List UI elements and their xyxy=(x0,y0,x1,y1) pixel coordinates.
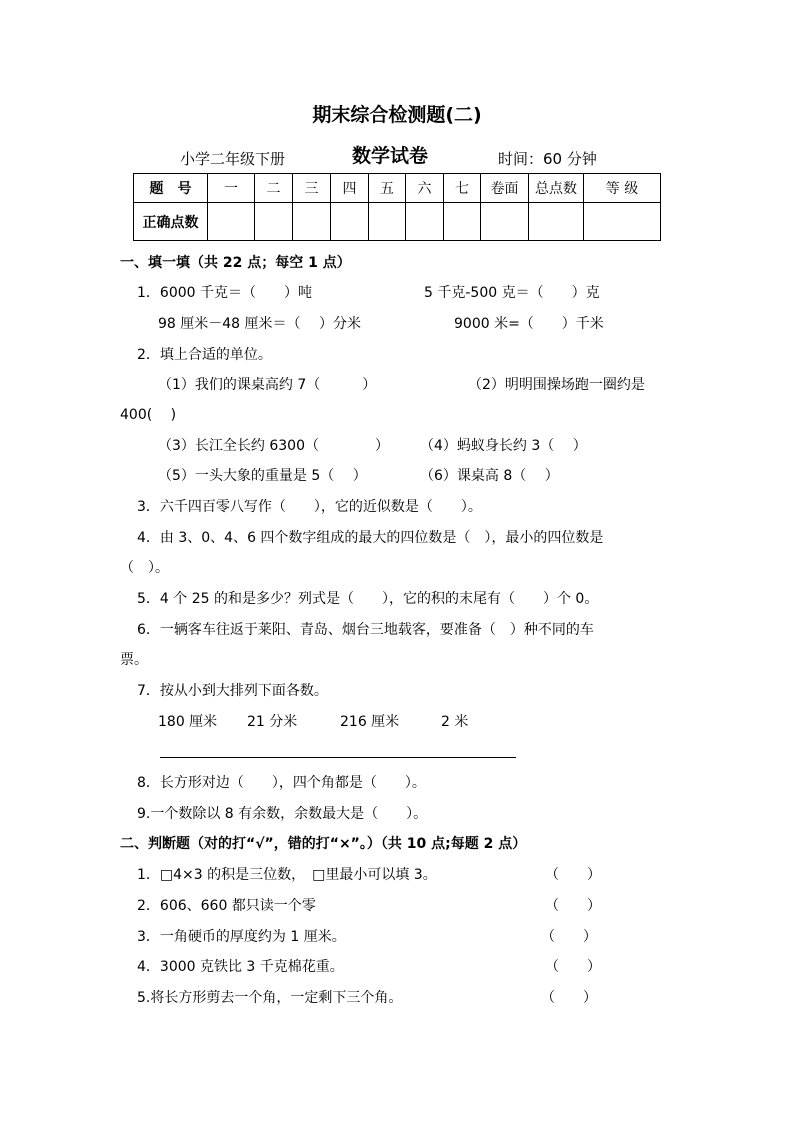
score-cell[interactable] xyxy=(529,203,584,241)
question-2-2: （2）明明围操场跑一圈约是 xyxy=(468,377,645,393)
question-4-cont: （ ）。 xyxy=(120,560,169,576)
question-3: 3．六千四百零八写作（ ），它的近似数是（ ）。 xyxy=(137,499,482,515)
question-7: 7．按从小到大排列下面各数。 xyxy=(137,683,328,699)
question-2: 2．填上合适的单位。 xyxy=(137,347,272,363)
question-9: 9.一个数除以 8 有余数，余数最大是（ ）。 xyxy=(137,806,428,822)
q7-item: 216 厘米 xyxy=(340,714,400,730)
header-cell: 六 xyxy=(406,174,444,203)
subject-label: 数学试卷 xyxy=(352,145,429,167)
question-1c: 98 厘米－48 厘米＝（ ）分米 xyxy=(158,316,361,332)
question-6: 6．一辆客车往返于莱阳、青岛、烟台三地载客，要准备（ ）种不同的车 xyxy=(137,622,594,638)
question-1a: 1．6000 千克＝（ ）吨 xyxy=(137,285,312,301)
question-2-3: （3）长江全长约 6300（ ） xyxy=(158,438,389,454)
header-cell: 卷面 xyxy=(481,174,529,203)
header-cell: 五 xyxy=(369,174,406,203)
header-cell: 等 级 xyxy=(584,174,661,203)
row-label: 正确点数 xyxy=(134,203,208,241)
header-cell: 题 号 xyxy=(134,174,208,203)
question-1d: 9000 米=（ ）千米 xyxy=(454,316,604,332)
score-cell[interactable] xyxy=(481,203,529,241)
question-4: 4．由 3、0、4、6 四个数字组成的最大的四位数是（ ），最小的四位数是 xyxy=(137,530,604,546)
judge-answer-bracket[interactable]: （ ） xyxy=(541,929,597,945)
judge-answer-bracket[interactable]: （ ） xyxy=(545,898,601,914)
score-cell[interactable] xyxy=(584,203,661,241)
score-table-score-row xyxy=(134,203,661,241)
question-2-2-cont: 400( ) xyxy=(120,407,177,423)
judge-answer-bracket[interactable]: （ ） xyxy=(545,959,601,975)
score-cell[interactable] xyxy=(406,203,444,241)
question-5: 5．4 个 25 的和是多少？列式是（ ），它的积的末尾有（ ）个 0。 xyxy=(137,591,599,607)
question-2-6: （6）课桌高 8（ ） xyxy=(420,468,559,484)
header-cell: 三 xyxy=(293,174,331,203)
score-cell[interactable] xyxy=(293,203,331,241)
exam-title: 期末综合检测题(二) xyxy=(312,104,482,126)
q7-item: 180 厘米 xyxy=(158,714,218,730)
question-1b: 5 千克-500 克＝（ ）克 xyxy=(424,285,600,301)
score-cell[interactable] xyxy=(444,203,481,241)
judge-item-text: 3．一角硬币的厚度约为 1 厘米。 xyxy=(137,929,346,945)
header-cell: 总点数 xyxy=(529,174,584,203)
score-cell[interactable] xyxy=(208,203,255,241)
header-cell: 一 xyxy=(208,174,255,203)
question-6-cont: 票。 xyxy=(120,652,148,668)
q7-item: 2 米 xyxy=(441,714,469,730)
score-table xyxy=(133,173,661,241)
question-2-5: （5）一头大象的重量是 5（ ） xyxy=(158,468,367,484)
judge-item-text: 4．3000 克铁比 3 千克棉花重。 xyxy=(137,959,344,975)
score-cell[interactable] xyxy=(331,203,369,241)
answer-line[interactable] xyxy=(160,757,516,758)
section2-heading: 二、判断题（对的打“√”，错的打“×”。）（共 10 点;每题 2 点） xyxy=(120,836,527,852)
header-cell: 四 xyxy=(331,174,369,203)
question-2-1: （1）我们的课桌高约 7（ ） xyxy=(158,377,377,393)
q7-item: 21 分米 xyxy=(247,714,298,730)
judge-item-text: 1．□4×3 的积是三位数， □里最小可以填 3。 xyxy=(137,867,437,883)
section1-heading: 一、填一填（共 22 点；每空 1 点） xyxy=(120,255,351,271)
score-cell[interactable] xyxy=(369,203,406,241)
judge-item-text: 5.将长方形剪去一个角，一定剩下三个角。 xyxy=(137,990,403,1006)
score-table-header-row xyxy=(134,174,661,203)
header-cell: 七 xyxy=(444,174,481,203)
judge-answer-bracket[interactable]: （ ） xyxy=(545,867,601,883)
grade-label: 小学二年级下册 xyxy=(180,150,286,168)
question-2-4: （4）蚂蚁身长约 3（ ） xyxy=(420,438,587,454)
score-cell[interactable] xyxy=(255,203,293,241)
judge-item-text: 2．606、660 都只读一个零 xyxy=(137,898,316,914)
header-cell: 二 xyxy=(255,174,293,203)
judge-answer-bracket[interactable]: （ ） xyxy=(541,990,597,1006)
time-label: 时间：60 分钟 xyxy=(498,150,597,168)
question-8: 8．长方形对边（ ），四个角都是（ ）。 xyxy=(137,775,426,791)
